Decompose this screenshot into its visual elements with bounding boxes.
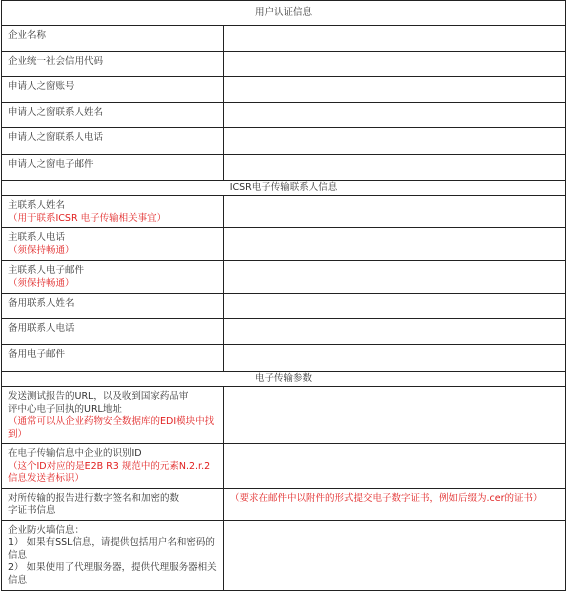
- field-value-note: （要求在邮件中以附件的形式提交电子数字证书，例如后缀为.cer的证书）: [230, 492, 543, 504]
- form-row: [2, 52, 566, 77]
- field-value-cell[interactable]: [224, 387, 566, 444]
- field-value-cell[interactable]: [224, 261, 566, 294]
- field-note: （须保持畅通）: [8, 244, 75, 256]
- form-row: [2, 261, 566, 294]
- field-label: [2, 345, 224, 372]
- field-label: [2, 26, 224, 52]
- form-row: [2, 387, 566, 444]
- form-row: [2, 155, 566, 181]
- field-value-cell[interactable]: [224, 488, 566, 520]
- form-row: [2, 103, 566, 128]
- section-header: 用户认证信息: [2, 1, 566, 26]
- field-label: [2, 520, 224, 590]
- field-label: [2, 77, 224, 103]
- field-label-line: 备用电子邮件: [8, 349, 66, 360]
- field-label: [2, 228, 224, 261]
- field-label: [2, 387, 224, 444]
- field-value-cell[interactable]: [224, 444, 566, 489]
- field-note: （须保持畅通）: [8, 277, 75, 289]
- form-row: [2, 26, 566, 52]
- field-label-line: 申请人之窗联系人电话: [8, 132, 104, 143]
- field-value-cell[interactable]: [224, 26, 566, 52]
- field-label: [2, 196, 224, 228]
- form-row: [2, 520, 566, 590]
- section-header: ICSR电子传输联系人信息: [2, 181, 566, 196]
- field-label-line: 申请人之窗账号: [8, 81, 75, 92]
- field-label-line: 2） 如果使用了代理服务器，提供代理服务器相关信息: [8, 562, 217, 586]
- field-label-line: 备用联系人电话: [8, 323, 75, 334]
- field-label: [2, 488, 224, 520]
- field-label-line: 字证书信息: [8, 505, 56, 516]
- field-value-cell[interactable]: [224, 294, 566, 319]
- field-value-cell[interactable]: [224, 103, 566, 128]
- form-body: [2, 1, 566, 591]
- form-row: [2, 488, 566, 520]
- field-value-cell[interactable]: [224, 128, 566, 155]
- field-value-cell[interactable]: [224, 520, 566, 590]
- form-row: [2, 228, 566, 261]
- field-label: [2, 52, 224, 77]
- form-row: [2, 77, 566, 103]
- field-value-cell[interactable]: [224, 196, 566, 228]
- field-value-cell[interactable]: [224, 155, 566, 181]
- field-label-line: 评中心电子回执的URL地址: [8, 403, 122, 415]
- form-row: [2, 345, 566, 372]
- field-label-line: 主联系人电话: [8, 232, 66, 243]
- field-label: [2, 444, 224, 489]
- field-value-cell[interactable]: [224, 228, 566, 261]
- form-row: [2, 196, 566, 228]
- field-label-line: 企业防火墙信息：: [8, 524, 85, 536]
- field-label-line: 备用联系人姓名: [8, 298, 75, 309]
- field-note: （这个ID对应的是E2B R3 规范中的元素N.2.r.2信息发送者标识）: [8, 460, 211, 484]
- field-label: [2, 128, 224, 155]
- field-label-line: 1） 如果有SSL信息，请提供包括用户名和密码的信息: [8, 537, 215, 561]
- field-label-line: 对所传输的报告进行数字签名和加密的数: [8, 492, 180, 504]
- field-value-cell[interactable]: [224, 345, 566, 372]
- field-value-cell[interactable]: [224, 77, 566, 103]
- form-row: [2, 128, 566, 155]
- field-label: [2, 294, 224, 319]
- field-label-line: 主联系人姓名: [8, 200, 66, 211]
- field-value-cell[interactable]: [224, 319, 566, 345]
- field-label-line: 申请人之窗联系人姓名: [8, 107, 104, 118]
- form-row: [2, 444, 566, 489]
- form-row: [2, 319, 566, 345]
- field-value-cell[interactable]: [224, 52, 566, 77]
- section-header: 电子传输参数: [2, 372, 566, 387]
- field-label-line: 企业统一社会信用代码: [8, 56, 104, 67]
- field-label: [2, 319, 224, 345]
- field-label: [2, 103, 224, 128]
- field-label: [2, 155, 224, 181]
- icsr-registration-form: [1, 0, 566, 591]
- field-label: [2, 261, 224, 294]
- field-note: （通常可以从企业药物安全数据库的EDI模块中找到）: [8, 416, 215, 440]
- field-label-line: 发送测试报告的URL，以及收到国家药品审: [8, 391, 189, 402]
- form-row: [2, 294, 566, 319]
- field-label-line: 企业名称: [8, 30, 47, 41]
- field-note: （用于联系ICSR 电子传输相关事宜）: [8, 212, 167, 224]
- field-label-line: 主联系人电子邮件: [8, 265, 85, 276]
- field-label-line: 在电子传输信息中企业的识别ID: [8, 448, 142, 459]
- field-label-line: 申请人之窗电子邮件: [8, 159, 94, 170]
